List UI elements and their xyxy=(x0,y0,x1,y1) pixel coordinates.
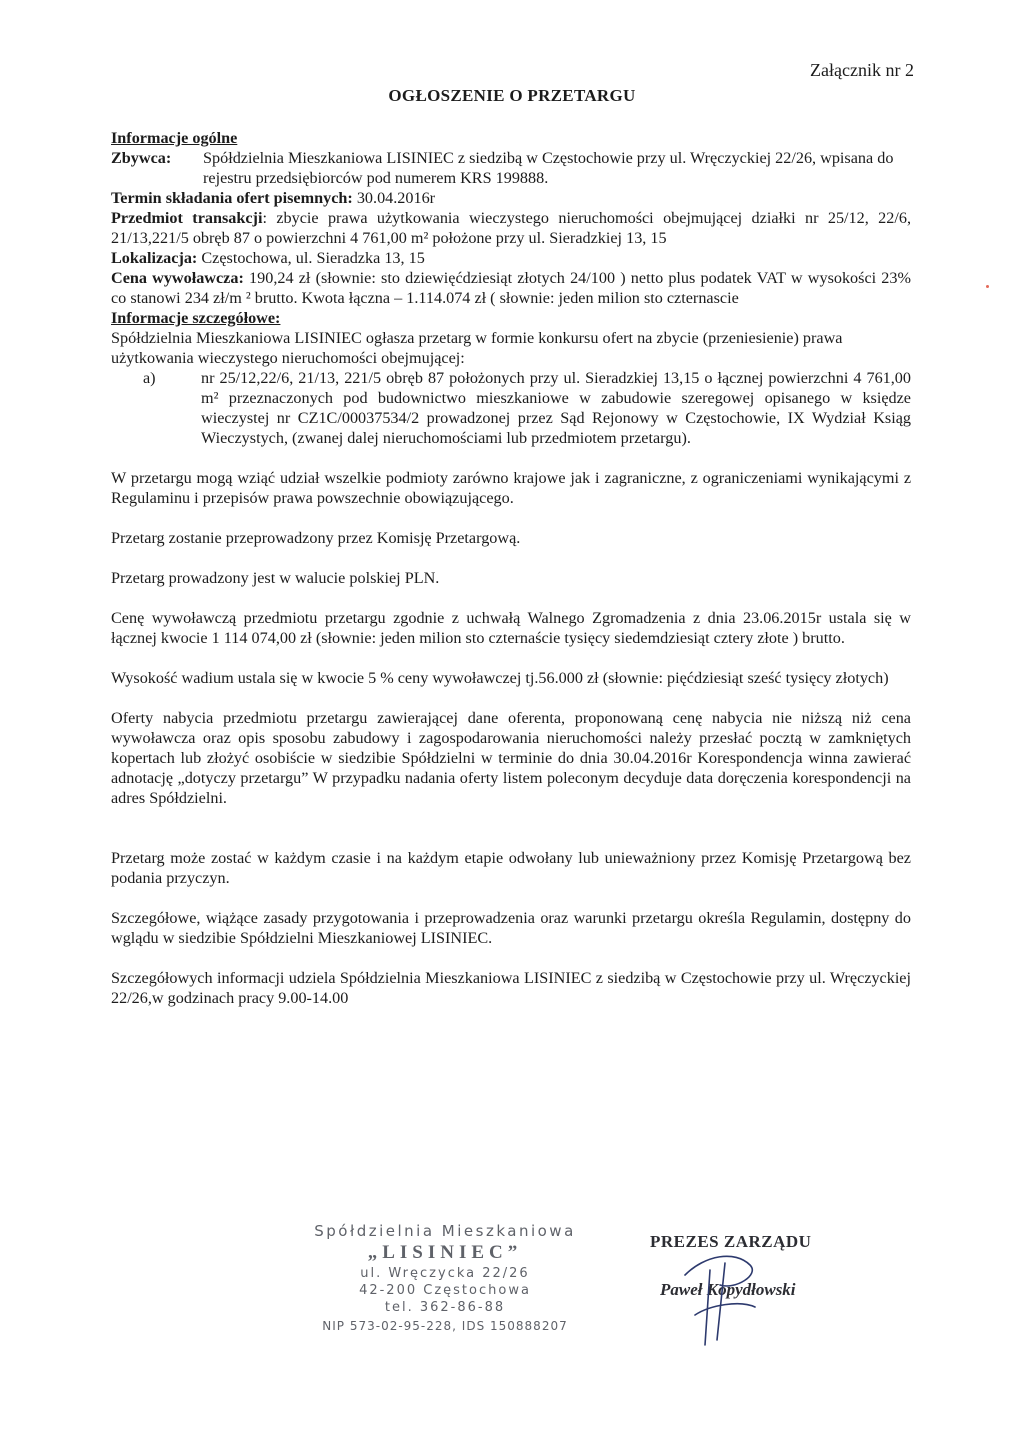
company-stamp xyxy=(310,1222,580,1333)
stamp-line-1: Spółdzielnia Mieszkaniowa xyxy=(314,1222,576,1240)
signature-name: Paweł Kopydłowski xyxy=(660,1280,796,1299)
stamp-line-5: tel. 362-86-88 xyxy=(384,1300,506,1315)
rules-paragraph: Szczegółowe, wiążące zasady przygotowania i przeprowadzenia oraz warunki przetargu określa Regulamin, dostępny do wglądu w siedzibie Spółdzielni Mieszkaniowej LISINIEC. xyxy=(111,909,911,947)
commission-paragraph: Przetarg zostanie przeprowadzony przez Komisję Przetargową. xyxy=(111,529,521,547)
seller-text: Spółdzielnia Mieszkaniowa LISINIEC z siedzibą w Częstochowie przy ul. Wręczyckiej 22/26, wpisana do rejestru przedsiębiorców pod numerem KRS 199888. xyxy=(203,149,894,187)
price-label: Cena wywoławcza: xyxy=(111,269,244,287)
stamp-line-3: ul. Wręczycka 22/26 xyxy=(360,1266,530,1281)
stamp-line-4: 42-200 Częstochowa xyxy=(359,1283,531,1298)
subject-row xyxy=(111,208,911,248)
document-body xyxy=(111,128,911,1008)
details-intro: Spółdzielnia Mieszkaniowa LISINIEC ogłasza przetarg w formie konkursu ofert na zbycie (przeniesienie) prawa użytkowania wieczystego nieruchomości obejmującej: xyxy=(111,329,843,367)
location-value: Częstochowa, ul. Sieradzka 13, 15 xyxy=(201,249,425,267)
deadline-value: 30.04.2016r xyxy=(356,189,436,207)
location-label: Lokalizacja: xyxy=(111,249,198,267)
deadline-label: Termin składania ofert pisemnych: xyxy=(111,189,353,207)
stamp-line-2: „LISINIEC” xyxy=(367,1242,523,1263)
details-heading: Informacje szczegółowe: xyxy=(111,309,281,327)
signature-title: PREZES ZARZĄDU xyxy=(650,1232,812,1251)
seller-label: Zbywca: xyxy=(111,149,172,167)
attachment-label: Załącznik nr 2 xyxy=(810,60,914,80)
seller-row xyxy=(111,148,911,188)
price-text: 190,24 zł (słownie: sto dziewięćdziesiąt złotych 24/100 ) netto plus podatek VAT w wysokości 23% co stanowi 234 zł/m ² brutto. Kwota łączna – 1.114.074 zł ( słownie: jeden milion sto czternascie xyxy=(111,269,911,307)
ink-speck xyxy=(986,285,989,288)
handwritten-signature-icon xyxy=(665,1245,775,1355)
page-title: OGŁOSZENIE O PRZETARGU xyxy=(388,86,636,105)
price-row xyxy=(111,268,911,308)
list-item-text: nr 25/12,22/6, 21/13, 221/5 obręb 87 położonych przy ul. Sieradzkiej 13,15 o łącznej powierzchni 4 761,00 m² przeznaczonych pod budownictwo mieszkaniowe w zabudowie szeregowej opisanego w księdze wieczystej nr CZ1C/00037534/2 prowadzonej przez Sąd Rejonowy w Częstochowie, IX Wydział Ksiąg Wieczystych, (zwanej dalej nieruchomościami lub przedmiotem przetargu). xyxy=(201,369,911,447)
deadline-row xyxy=(111,188,911,208)
info-paragraph: Szczegółowych informacji udziela Spółdzielnia Mieszkaniowa LISINIEC z siedzibą w Częstochowie przy ul. Wręczyckiej 22/26,w godzinach pracy 9.00-14.00 xyxy=(111,969,911,1007)
participants-paragraph: W przetargu mogą wziąć udział wszelkie podmioty zarówno krajowe jak i zagraniczne, z ograniczeniami wynikającymi z Regulaminu i przepisów prawa powszechnie obowiązującego. xyxy=(111,469,911,507)
location-row xyxy=(111,248,911,268)
subject-text: : zbycie prawa użytkowania wieczystego nieruchomości obejmującej działki nr 25/12, 22/6, 21/13,221/5 obręb 87 o powierzchni 4 761,00 m² położone przy ul. Sieradzkiej 13, 15 xyxy=(111,209,911,247)
stamp-line-6: NIP 573-02-95-228, IDS 150888207 xyxy=(322,1319,568,1333)
general-info-heading: Informacje ogólne xyxy=(111,129,238,147)
price-paragraph: Cenę wywoławczą przedmiotu przetargu zgodnie z uchwałą Walnego Zgromadzenia z dnia 23.06.2015r ustala się w łącznej kwocie 1 114 074,00 zł (słownie: jeden milion sto czternaście tysięcy siedemdziesiąt cztery złote ) brutto. xyxy=(111,609,911,647)
list-marker: a) xyxy=(143,369,156,387)
offers-paragraph: Oferty nabycia przedmiotu przetargu zawierającej dane oferenta, proponowaną cenę nabycia nie niższą niż cena wywoławcza oraz opis sposobu zabudowy i zagospodarowania nieruchomości należy przesłać pocztą w zamkniętych kopertach lub złożyć osobiście w siedzibie Spółdzielni w terminie do dnia 30.04.2016r Korespondencja winna zawierać adnotację „dotyczy przetargu” W przypadku nadania oferty listem poleconym decyduje data doręczenia korespondencji na adres Spółdzielni. xyxy=(111,709,911,807)
deposit-paragraph: Wysokość wadium ustala się w kwocie 5 % ceny wywoławczej tj.56.000 zł (słownie: pięćdziesiąt sześć tysięcy złotych) xyxy=(111,669,889,687)
currency-paragraph: Przetarg prowadzony jest w walucie polskiej PLN. xyxy=(111,569,440,587)
list-item xyxy=(111,368,911,448)
subject-label: Przedmiot transakcji xyxy=(111,209,263,227)
cancel-paragraph: Przetarg może zostać w każdym czasie i na każdym etapie odwołany lub unieważniony przez Komisję Przetargową bez podania przyczyn. xyxy=(111,849,911,887)
